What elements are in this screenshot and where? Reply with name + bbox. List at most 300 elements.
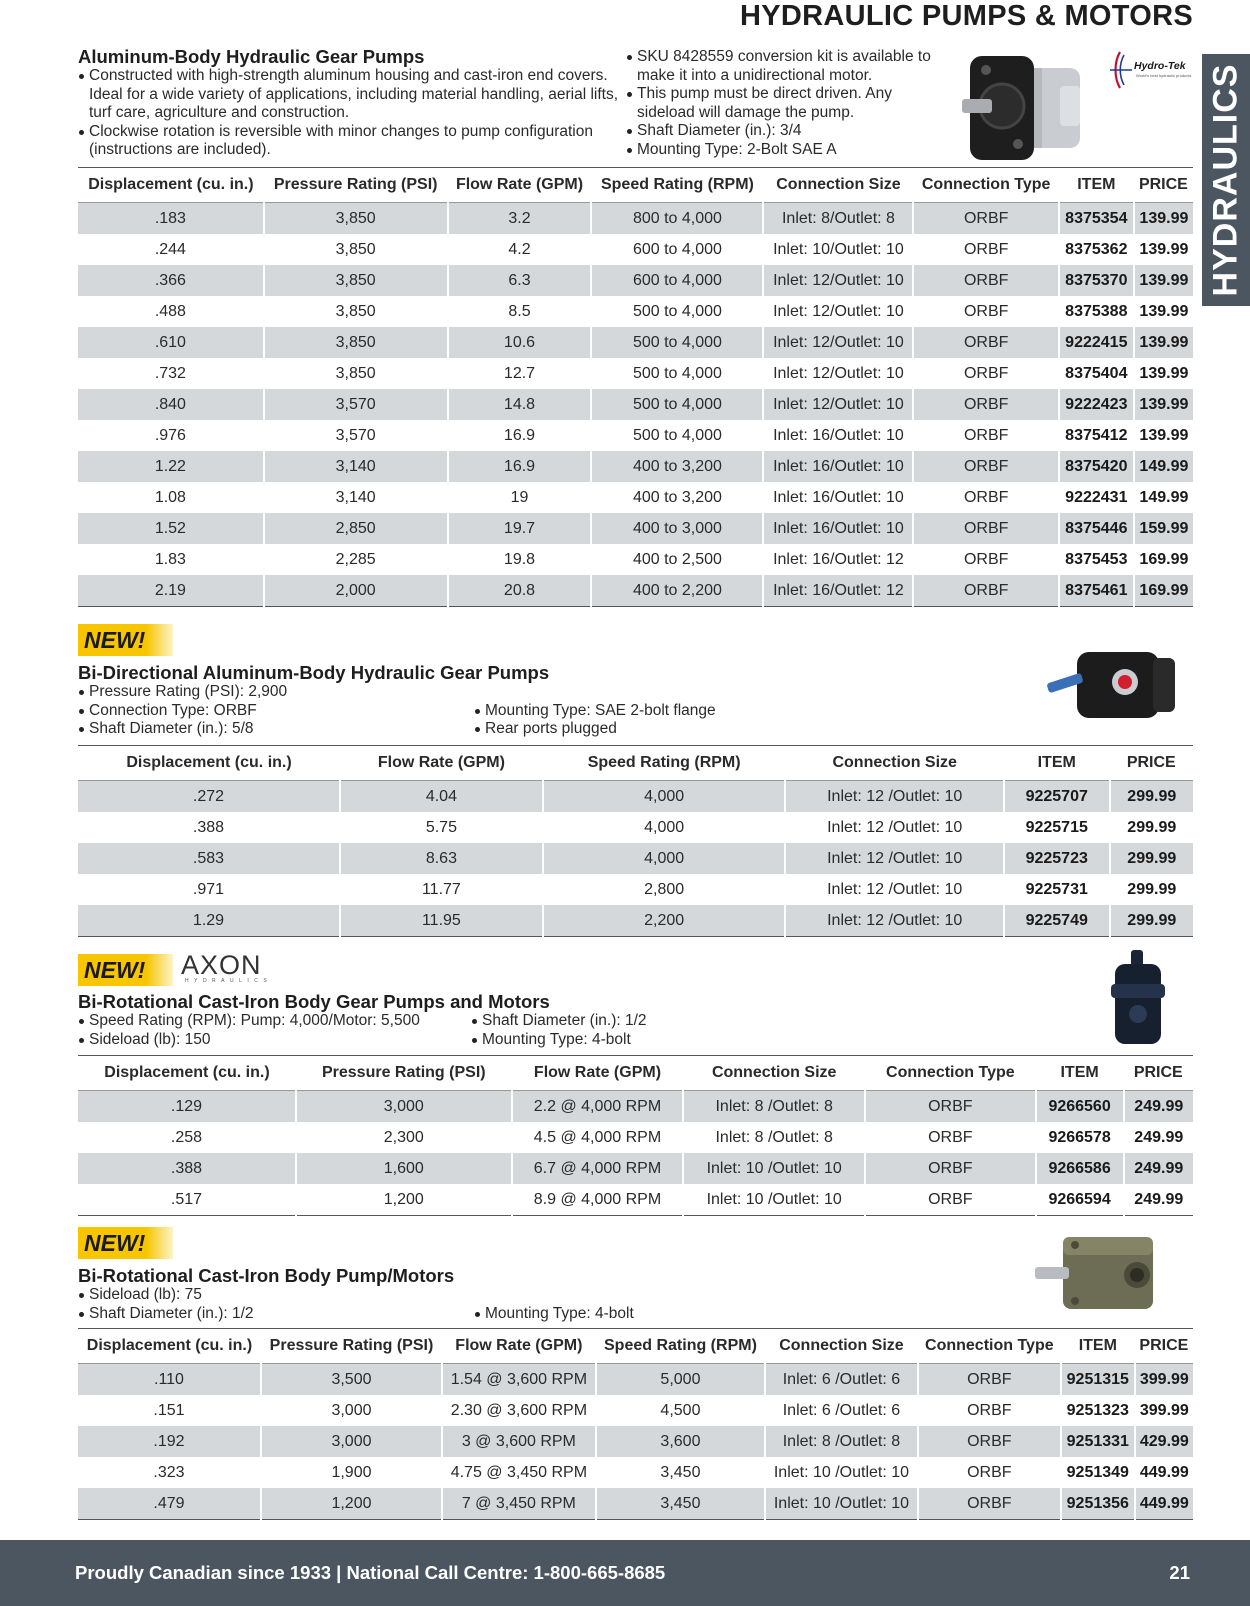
table-cell: 20.8 <box>448 575 592 607</box>
table-cell: 3,140 <box>264 482 448 513</box>
table-cell: Inlet: 12/Outlet: 10 <box>763 389 913 420</box>
price: 139.99 <box>1139 240 1189 258</box>
table-cell: 3,570 <box>264 420 448 451</box>
table-cell: Inlet: 12/Outlet: 10 <box>763 296 913 327</box>
table-cell: Inlet: 10 /Outlet: 10 <box>765 1457 918 1488</box>
table-cell: .323 <box>78 1457 261 1488</box>
spec-table-bi-rotational-cast-iron-gear-pumps <box>78 1055 1193 1216</box>
bullet-item: Mounting Type: 2-Bolt SAE A <box>626 141 944 160</box>
table-cell: .244 <box>78 234 264 265</box>
table-cell: Inlet: 12 /Outlet: 10 <box>785 874 1003 905</box>
table-cell: 19.8 <box>448 544 592 575</box>
page-number: 21 <box>1169 1562 1190 1583</box>
table-cell: 8.5 <box>448 296 592 327</box>
column-header: Speed Rating (RPM) <box>591 168 763 203</box>
axon-hydraulics-logo <box>181 950 273 989</box>
table-cell: 3,140 <box>264 451 448 482</box>
table-cell: ORBF <box>918 1395 1061 1426</box>
page-footer <box>0 1540 1250 1606</box>
section-bi-rotational-cast-iron-gear-pumps <box>78 950 1193 1216</box>
price: 139.99 <box>1139 302 1189 320</box>
table-cell: Inlet: 16/Outlet: 10 <box>763 451 913 482</box>
table-cell: .110 <box>78 1364 261 1396</box>
table-cell: 500 to 4,000 <box>591 327 763 358</box>
section-title: Bi-Directional Aluminum-Body Hydraulic Gear Pumps <box>78 662 550 683</box>
table-cell: 4,000 <box>543 812 786 843</box>
column-header: Flow Rate (GPM) <box>512 1056 684 1091</box>
table-cell: 3,000 <box>296 1091 512 1123</box>
table-cell: ORBF <box>913 327 1058 358</box>
item-number: 8375412 <box>1059 420 1134 451</box>
table-row <box>78 1153 1193 1184</box>
section-title: Bi-Rotational Cast-Iron Body Gear Pumps and Motors <box>78 991 550 1012</box>
table-cell: Inlet: 10 /Outlet: 10 <box>683 1153 865 1184</box>
table-cell: 3,450 <box>596 1488 765 1520</box>
column-header: Flow Rate (GPM) <box>442 1329 596 1364</box>
price: 169.99 <box>1139 550 1189 568</box>
table-cell: ORBF <box>913 234 1058 265</box>
table-cell: 500 to 4,000 <box>591 420 763 451</box>
bullet-item: Shaft Diameter (in.): 1/2 <box>471 1012 647 1031</box>
table-cell: ORBF <box>865 1091 1036 1123</box>
price: 299.99 <box>1110 905 1193 937</box>
svg-text:HYDRAULICS: HYDRAULICS <box>185 978 273 984</box>
bullet-item: Connection Type: ORBF <box>78 702 474 721</box>
table-cell: 2.2 @ 4,000 RPM <box>512 1091 684 1123</box>
table-cell: ORBF <box>918 1457 1061 1488</box>
svg-text:World's best hydraulic product: World's best hydraulic products <box>1136 73 1192 78</box>
table-cell: 3,850 <box>264 265 448 296</box>
table-row <box>78 874 1193 905</box>
table-cell: 5,000 <box>596 1364 765 1396</box>
table-cell: 3,000 <box>261 1395 442 1426</box>
table-cell: Inlet: 12 /Outlet: 10 <box>785 905 1003 937</box>
table-cell: .479 <box>78 1488 261 1520</box>
item-number: 9225715 <box>1004 812 1110 843</box>
price: 159.99 <box>1134 513 1193 544</box>
table-cell: 1.54 @ 3,600 RPM <box>442 1364 596 1396</box>
table-cell: 4.04 <box>340 781 543 813</box>
table-cell: 1,200 <box>296 1184 512 1216</box>
table-cell: Inlet: 12 /Outlet: 10 <box>785 781 1003 813</box>
table-cell: 500 to 4,000 <box>591 358 763 389</box>
bullet-item: Pressure Rating (PSI): 2,900 <box>78 683 474 702</box>
table-cell: Inlet: 10/Outlet: 10 <box>763 234 913 265</box>
item-number: 9266560 <box>1036 1091 1124 1123</box>
item-number: 9251323 <box>1061 1395 1135 1426</box>
column-header: ITEM <box>1036 1056 1124 1091</box>
table-cell: 19 <box>448 482 592 513</box>
new-badge: NEW! <box>78 954 173 986</box>
section-title: Aluminum-Body Hydraulic Gear Pumps <box>78 46 425 67</box>
table-cell: .388 <box>78 812 340 843</box>
column-header: PRICE <box>1134 168 1193 203</box>
table-cell: Inlet: 6 /Outlet: 6 <box>765 1364 918 1396</box>
table-cell: .129 <box>78 1091 296 1123</box>
item-number: 9266594 <box>1036 1184 1124 1216</box>
column-header: Connection Type <box>918 1329 1061 1364</box>
table-cell: 8.63 <box>340 843 543 874</box>
table-cell: ORBF <box>918 1364 1061 1396</box>
table-row <box>78 1426 1193 1457</box>
price: 139.99 <box>1139 364 1189 382</box>
table-row <box>78 843 1193 874</box>
column-header: Flow Rate (GPM) <box>340 746 543 781</box>
bi-directional-pump-image <box>1043 644 1178 724</box>
table-cell: ORBF <box>913 513 1058 544</box>
table-cell: Inlet: 8 /Outlet: 8 <box>765 1426 918 1457</box>
new-badge: NEW! <box>78 624 173 656</box>
column-header: Displacement (cu. in.) <box>78 1329 261 1364</box>
section-title: Bi-Rotational Cast-Iron Body Pump/Motors <box>78 1265 455 1286</box>
table-row <box>78 1395 1193 1426</box>
table-cell: 400 to 2,500 <box>591 544 763 575</box>
table-cell: 3,600 <box>596 1426 765 1457</box>
table-cell: Inlet: 16/Outlet: 12 <box>763 575 913 607</box>
table-cell: 3 @ 3,600 RPM <box>442 1426 596 1457</box>
table-cell: 16.9 <box>448 451 592 482</box>
table-cell: 3,850 <box>264 234 448 265</box>
bullet-list-left <box>78 1286 474 1323</box>
item-number: 8375388 <box>1059 296 1134 327</box>
table-cell: .976 <box>78 420 264 451</box>
table-cell: 1.83 <box>78 544 264 575</box>
table-cell: .610 <box>78 327 264 358</box>
table-cell: Inlet: 12/Outlet: 10 <box>763 358 913 389</box>
price: 299.99 <box>1127 880 1177 898</box>
table-cell: .732 <box>78 358 264 389</box>
table-cell: 3,850 <box>264 203 448 235</box>
column-header: ITEM <box>1004 746 1110 781</box>
item-number: 9225731 <box>1004 874 1110 905</box>
table-cell: 600 to 4,000 <box>591 265 763 296</box>
price: 149.99 <box>1139 488 1189 506</box>
table-cell: 2,000 <box>264 575 448 607</box>
column-header: Pressure Rating (PSI) <box>264 168 448 203</box>
column-header: Flow Rate (GPM) <box>448 168 592 203</box>
column-header: ITEM <box>1059 168 1134 203</box>
table-cell: ORBF <box>913 389 1058 420</box>
table-cell: .517 <box>78 1184 296 1216</box>
item-number: 8375453 <box>1059 544 1134 575</box>
table-cell: ORBF <box>918 1488 1061 1520</box>
table-cell: Inlet: 16/Outlet: 12 <box>763 544 913 575</box>
bullet-item: Rear ports plugged <box>474 720 716 739</box>
table-cell: 1,200 <box>261 1488 442 1520</box>
price: 149.99 <box>1134 451 1193 482</box>
table-cell: Inlet: 10 /Outlet: 10 <box>765 1488 918 1520</box>
table-row <box>78 544 1193 575</box>
table-cell: 1.22 <box>78 451 264 482</box>
table-cell: 6.7 @ 4,000 RPM <box>512 1153 684 1184</box>
page-header <box>0 0 1193 36</box>
table-cell: 3.2 <box>448 203 592 235</box>
table-row <box>78 203 1193 235</box>
table-row <box>78 234 1193 265</box>
table-cell: 400 to 3,000 <box>591 513 763 544</box>
table-cell: 1.08 <box>78 482 264 513</box>
bullet-list-right <box>626 48 944 159</box>
table-cell: 3,850 <box>264 358 448 389</box>
table-cell: 4.5 @ 4,000 RPM <box>512 1122 684 1153</box>
section-bi-directional-gear-pumps <box>78 624 1193 937</box>
table-row <box>78 1184 1193 1216</box>
table-row <box>78 358 1193 389</box>
spec-table-bi-directional-gear-pumps <box>78 745 1193 937</box>
table-cell: ORBF <box>913 451 1058 482</box>
table-cell: .272 <box>78 781 340 813</box>
bullet-list-right <box>474 702 716 739</box>
item-number: 9266578 <box>1036 1122 1124 1153</box>
table-cell: 2,300 <box>296 1122 512 1153</box>
side-category-tab <box>1202 54 1250 306</box>
table-cell: 1.52 <box>78 513 264 544</box>
bullet-item: Shaft Diameter (in.): 1/2 <box>78 1305 474 1324</box>
table-cell: .488 <box>78 296 264 327</box>
table-cell: 1,600 <box>296 1153 512 1184</box>
table-cell: Inlet: 10 /Outlet: 10 <box>683 1184 865 1216</box>
price: 139.99 <box>1134 389 1193 420</box>
price: 249.99 <box>1134 1128 1184 1146</box>
item-number: 9225723 <box>1004 843 1110 874</box>
table-cell: ORBF <box>913 420 1058 451</box>
price: 169.99 <box>1134 575 1193 607</box>
column-header: Connection Size <box>765 1329 918 1364</box>
table-cell: .840 <box>78 389 264 420</box>
table-cell: Inlet: 12 /Outlet: 10 <box>785 843 1003 874</box>
table-row <box>78 451 1193 482</box>
cast-iron-gear-pump-image <box>1103 950 1173 1052</box>
item-number: 9222431 <box>1059 482 1134 513</box>
table-cell: 4.2 <box>448 234 592 265</box>
bullet-item: Sideload (lb): 150 <box>78 1031 471 1050</box>
table-cell: .192 <box>78 1426 261 1457</box>
table-cell: 800 to 4,000 <box>591 203 763 235</box>
column-header: Connection Size <box>785 746 1003 781</box>
table-cell: 500 to 4,000 <box>591 296 763 327</box>
table-cell: ORBF <box>913 358 1058 389</box>
table-cell: 2,800 <box>543 874 786 905</box>
bullet-item: Speed Rating (RPM): Pump: 4,000/Motor: 5,500 <box>78 1012 471 1031</box>
table-cell: .151 <box>78 1395 261 1426</box>
page-title: HYDRAULIC PUMPS & MOTORS <box>740 0 1193 32</box>
price: 139.99 <box>1134 327 1193 358</box>
table-cell: .183 <box>78 203 264 235</box>
table-cell: ORBF <box>865 1153 1036 1184</box>
table-row <box>78 1364 1193 1396</box>
table-cell: 7 @ 3,450 RPM <box>442 1488 596 1520</box>
table-cell: .583 <box>78 843 340 874</box>
table-cell: 5.75 <box>340 812 543 843</box>
table-cell: 400 to 3,200 <box>591 451 763 482</box>
table-cell: 4.75 @ 3,450 RPM <box>442 1457 596 1488</box>
item-number: 8375404 <box>1059 358 1134 389</box>
table-cell: ORBF <box>918 1426 1061 1457</box>
table-cell: 600 to 4,000 <box>591 234 763 265</box>
table-cell: 2,285 <box>264 544 448 575</box>
bullet-item: This pump must be direct driven. Any sideload will damage the pump. <box>626 85 944 122</box>
table-cell: 2,850 <box>264 513 448 544</box>
table-row <box>78 781 1193 813</box>
column-header: Displacement (cu. in.) <box>78 168 264 203</box>
aluminum-gear-pump-image <box>962 46 1086 166</box>
table-cell: .388 <box>78 1153 296 1184</box>
table-row <box>78 1457 1193 1488</box>
table-cell: .366 <box>78 265 264 296</box>
column-header: Connection Size <box>683 1056 865 1091</box>
price: 249.99 <box>1124 1153 1193 1184</box>
table-cell: 1.29 <box>78 905 340 937</box>
price: 299.99 <box>1110 781 1193 813</box>
table-cell: 400 to 3,200 <box>591 482 763 513</box>
column-header: Connection Type <box>865 1056 1036 1091</box>
table-row <box>78 389 1193 420</box>
hydro-tek-logo <box>1108 50 1194 90</box>
footer-tagline: Proudly Canadian since 1933 | National Call Centre: 1-800-665-8685 <box>75 1562 666 1583</box>
column-header: Connection Type <box>913 168 1058 203</box>
table-cell: ORBF <box>865 1184 1036 1216</box>
table-cell: 16.9 <box>448 420 592 451</box>
bullet-item: Constructed with high-strength aluminum housing and cast-iron end covers. Ideal for a wide variety of applications, including material handling, aerial lifts, turf care, agriculture and construction. <box>78 67 618 123</box>
bullet-item: Sideload (lb): 75 <box>78 1286 474 1305</box>
table-cell: Inlet: 8/Outlet: 8 <box>763 203 913 235</box>
table-cell: Inlet: 8 /Outlet: 8 <box>683 1122 865 1153</box>
column-header: Speed Rating (RPM) <box>543 746 786 781</box>
bullet-item: Mounting Type: 4-bolt <box>471 1031 647 1050</box>
table-cell: 6.3 <box>448 265 592 296</box>
table-cell: 19.7 <box>448 513 592 544</box>
table-cell: 400 to 2,200 <box>591 575 763 607</box>
table-cell: 3,000 <box>261 1426 442 1457</box>
table-row <box>78 265 1193 296</box>
bullet-item: SKU 8428559 conversion kit is available to make it into a unidirectional motor. <box>626 48 944 85</box>
table-cell: Inlet: 16/Outlet: 10 <box>763 513 913 544</box>
price: 449.99 <box>1139 1463 1189 1481</box>
item-number: 9225749 <box>1004 905 1110 937</box>
item-number: 9222423 <box>1059 389 1134 420</box>
price: 449.99 <box>1135 1488 1193 1520</box>
bullet-list-left <box>78 67 618 160</box>
column-header: Pressure Rating (PSI) <box>296 1056 512 1091</box>
item-number: 9251315 <box>1061 1364 1135 1396</box>
table-row <box>78 575 1193 607</box>
item-number: 9251349 <box>1061 1457 1135 1488</box>
price: 249.99 <box>1124 1091 1193 1123</box>
bullet-item: Mounting Type: 4-bolt <box>474 1305 634 1324</box>
table-row <box>78 1122 1193 1153</box>
item-number: 9225707 <box>1004 781 1110 813</box>
table-cell: 3,850 <box>264 296 448 327</box>
price: 399.99 <box>1139 1401 1189 1419</box>
table-cell: ORBF <box>913 296 1058 327</box>
side-tab-label: HYDRAULICS <box>1206 63 1245 297</box>
table-cell: ORBF <box>913 265 1058 296</box>
spec-table-aluminum-gear-pumps <box>78 167 1193 607</box>
table-cell: 3,500 <box>261 1364 442 1396</box>
table-cell: 3,850 <box>264 327 448 358</box>
table-cell: 1,900 <box>261 1457 442 1488</box>
table-row <box>78 812 1193 843</box>
table-cell: Inlet: 12/Outlet: 10 <box>763 327 913 358</box>
bullet-list-right <box>474 1305 634 1324</box>
table-cell: 2.30 @ 3,600 RPM <box>442 1395 596 1426</box>
table-cell: 11.95 <box>340 905 543 937</box>
table-cell: Inlet: 16/Outlet: 10 <box>763 482 913 513</box>
price: 299.99 <box>1127 818 1177 836</box>
table-row <box>78 327 1193 358</box>
section-bi-rotational-cast-iron-pump-motors <box>78 1227 1193 1520</box>
svg-text:Hydro-Tek: Hydro-Tek <box>1134 60 1186 72</box>
table-cell: 3,570 <box>264 389 448 420</box>
table-cell: Inlet: 16/Outlet: 10 <box>763 420 913 451</box>
item-number: 9251356 <box>1061 1488 1135 1520</box>
item-number: 8375446 <box>1059 513 1134 544</box>
table-row <box>78 905 1193 937</box>
column-header: Connection Size <box>763 168 913 203</box>
spec-table-bi-rotational-cast-iron-pump-motors <box>78 1328 1193 1520</box>
table-row <box>78 420 1193 451</box>
column-header: PRICE <box>1110 746 1193 781</box>
table-cell: 8.9 @ 4,000 RPM <box>512 1184 684 1216</box>
table-cell: 2,200 <box>543 905 786 937</box>
price: 399.99 <box>1135 1364 1193 1396</box>
table-row <box>78 513 1193 544</box>
item-number: 8375354 <box>1059 203 1134 235</box>
column-header: Pressure Rating (PSI) <box>261 1329 442 1364</box>
column-header: PRICE <box>1135 1329 1193 1364</box>
price: 139.99 <box>1134 203 1193 235</box>
item-number: 8375420 <box>1059 451 1134 482</box>
column-header: ITEM <box>1061 1329 1135 1364</box>
column-header: Displacement (cu. in.) <box>78 746 340 781</box>
item-number: 8375362 <box>1059 234 1134 265</box>
new-badge: NEW! <box>78 1227 173 1259</box>
bullet-item: Mounting Type: SAE 2-bolt flange <box>474 702 716 721</box>
item-number: 8375461 <box>1059 575 1134 607</box>
item-number: 9222415 <box>1059 327 1134 358</box>
bullet-list-right <box>471 1012 647 1049</box>
table-row <box>78 1091 1193 1123</box>
item-number: 9251331 <box>1061 1426 1135 1457</box>
column-header: PRICE <box>1124 1056 1193 1091</box>
item-number: 8375370 <box>1059 265 1134 296</box>
table-cell: .971 <box>78 874 340 905</box>
table-cell: ORBF <box>865 1122 1036 1153</box>
price: 429.99 <box>1135 1426 1193 1457</box>
table-cell: ORBF <box>913 544 1058 575</box>
table-cell: .258 <box>78 1122 296 1153</box>
table-row <box>78 1488 1193 1520</box>
table-cell: ORBF <box>913 203 1058 235</box>
table-cell: 500 to 4,000 <box>591 389 763 420</box>
price: 249.99 <box>1124 1184 1193 1216</box>
price: 299.99 <box>1110 843 1193 874</box>
bullet-item: Shaft Diameter (in.): 3/4 <box>626 122 944 141</box>
bullet-list-left <box>78 1012 471 1049</box>
table-cell: ORBF <box>913 575 1058 607</box>
table-row <box>78 482 1193 513</box>
table-cell: Inlet: 8 /Outlet: 8 <box>683 1091 865 1123</box>
table-row <box>78 296 1193 327</box>
price: 139.99 <box>1134 265 1193 296</box>
table-cell: Inlet: 12 /Outlet: 10 <box>785 812 1003 843</box>
table-cell: 10.6 <box>448 327 592 358</box>
cast-iron-pump-motor-image <box>1033 1223 1173 1323</box>
svg-text:AXON: AXON <box>181 950 262 980</box>
bullet-item: Clockwise rotation is reversible with minor changes to pump configuration (instructions are included). <box>78 123 618 160</box>
bullet-list-left <box>78 683 474 739</box>
column-header: Displacement (cu. in.) <box>78 1056 296 1091</box>
